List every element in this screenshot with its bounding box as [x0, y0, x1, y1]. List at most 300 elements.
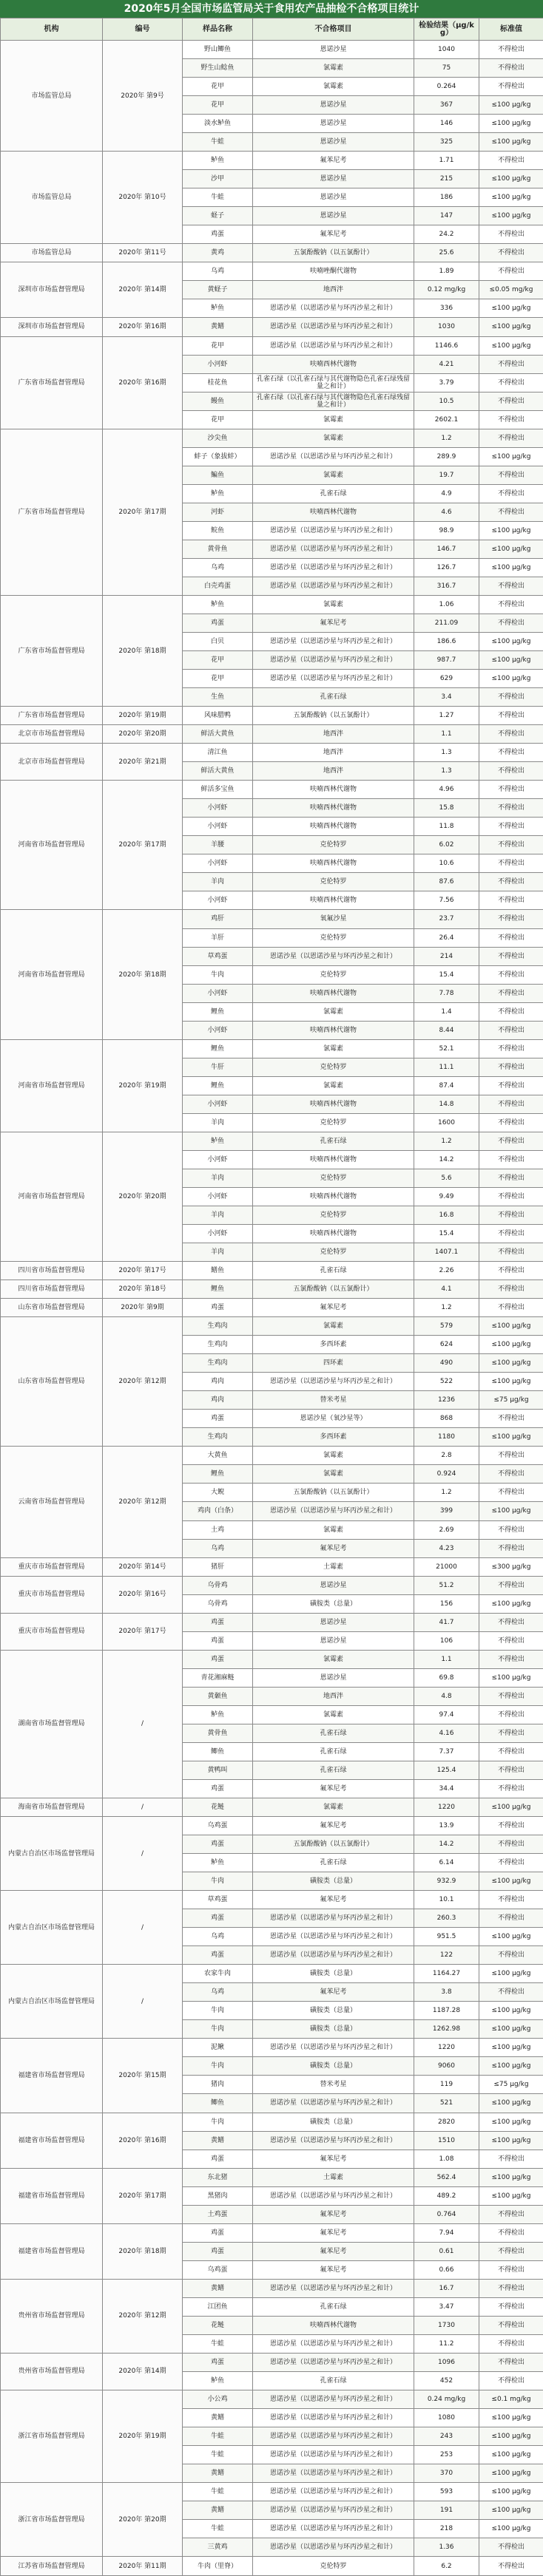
cell-sample: 大鲵: [183, 1484, 253, 1502]
cell-standard: ≤100 μg/kg: [479, 2186, 543, 2205]
cell-result: 0.924: [414, 1465, 479, 1484]
cell-standard: 不得检出: [479, 1280, 543, 1299]
cell-item: 氯霉素: [253, 1465, 414, 1484]
cell-standard: ≤100 μg/kg: [479, 2501, 543, 2520]
cell-result: 522: [414, 1373, 479, 1391]
cell-sample: 鸡蛋: [183, 2353, 253, 2371]
cell-code: 2020年 第10号: [103, 152, 183, 244]
cell-org: 重庆市市场监督管理局: [1, 1613, 103, 1650]
cell-code: 2020年 第19期: [103, 2390, 183, 2482]
cell-standard: 不得检出: [479, 244, 543, 262]
cell-item: 氯霉素: [253, 1798, 414, 1816]
cell-sample: 牛肉（里脊）: [183, 2557, 253, 2576]
cell-org: 广东省市场监督管理局: [1, 595, 103, 706]
cell-standard: ≤100 μg/kg: [479, 2057, 543, 2076]
cell-standard: 不得检出: [479, 355, 543, 373]
cell-item: 孔雀石绿: [253, 2371, 414, 2390]
cell-sample: 白贝: [183, 633, 253, 651]
cell-result: 1236: [414, 1391, 479, 1410]
cell-sample: 鸡肉: [183, 1391, 253, 1410]
cell-sample: 草鸡蛋: [183, 1891, 253, 1909]
cell-result: 215: [414, 170, 479, 188]
cell-sample: 鲈鱼: [183, 1132, 253, 1150]
cell-item: 孔雀石绿（以孔雀石绿与其代谢物隐色孔雀石绿残留量之和计）: [253, 373, 414, 392]
cell-item: 恩诺沙星（以恩诺沙星与环丙沙星之和计）: [253, 540, 414, 558]
cell-org: 云南省市场监督管理局: [1, 1447, 103, 1557]
cell-standard: 不得检出: [479, 818, 543, 836]
cell-item: 五氯酚酸钠（以五氯酚计）: [253, 244, 414, 262]
cell-result: 51.2: [414, 1576, 479, 1594]
cell-standard: ≤100 μg/kg: [479, 2039, 543, 2057]
cell-result: 15.4: [414, 1225, 479, 1243]
cell-standard: 不得检出: [479, 2297, 543, 2316]
cell-result: 452: [414, 2371, 479, 2390]
cell-sample: 鲤鱼: [183, 1280, 253, 1299]
cell-result: 4.21: [414, 355, 479, 373]
cell-item: 呋喃西林代谢物: [253, 854, 414, 873]
table-row: [1, 1576, 543, 1594]
cell-item: 五氯酚酸钠（以五氯酚计）: [253, 707, 414, 725]
cell-sample: 沙尖鱼: [183, 429, 253, 447]
cell-standard: ≤75 μg/kg: [479, 1391, 543, 1410]
cell-result: 2.26: [414, 1262, 479, 1280]
col-header-result: 检验结果（μg/kg）: [414, 18, 479, 41]
cell-result: 1.08: [414, 2150, 479, 2168]
cell-sample: 花鲢: [183, 1798, 253, 1816]
cell-item: 恩诺沙星（以恩诺沙星与环丙沙星之和计）: [253, 2501, 414, 2520]
cell-code: 2020年 第15期: [103, 2039, 183, 2113]
cell-item: 克伦特罗: [253, 928, 414, 947]
cell-result: 87.4: [414, 1076, 479, 1095]
cell-standard: 不得检出: [479, 1520, 543, 1539]
cell-sample: 鸡蛋: [183, 225, 253, 244]
cell-result: 489.2: [414, 2186, 479, 2205]
cell-standard: 不得检出: [479, 984, 543, 1002]
cell-result: 1.3: [414, 762, 479, 781]
cell-sample: 乌骨鸡: [183, 1576, 253, 1594]
cell-item: 氯霉素: [253, 1447, 414, 1465]
cell-standard: 不得检出: [479, 373, 543, 392]
cell-standard: ≤100 μg/kg: [479, 1354, 543, 1373]
cell-item: 土霉素: [253, 1557, 414, 1576]
cell-standard: 不得检出: [479, 1113, 543, 1132]
cell-sample: 黑猪肉: [183, 2186, 253, 2205]
cell-sample: 鸡肝: [183, 910, 253, 928]
cell-standard: 不得检出: [479, 595, 543, 614]
cell-item: 五氯酚酸钠（以五氯酚计）: [253, 1835, 414, 1854]
cell-standard: ≤100 μg/kg: [479, 2464, 543, 2483]
cell-sample: 花甲: [183, 96, 253, 115]
cell-item: 多西环素: [253, 1336, 414, 1354]
cell-item: 恩诺沙星: [253, 1613, 414, 1631]
cell-sample: 乌鸡蛋: [183, 2260, 253, 2279]
cell-result: 1.1: [414, 725, 479, 744]
cell-item: 孔雀石绿: [253, 1854, 414, 1872]
cell-org: 北京市市场监督管理局: [1, 725, 103, 744]
cell-item: 氟苯尼考: [253, 1817, 414, 1835]
cell-item: 氯霉素: [253, 1002, 414, 1021]
table-row: [1, 262, 543, 281]
cell-sample: 小河虾: [183, 1187, 253, 1206]
cell-item: 四环素: [253, 1354, 414, 1373]
cell-code: /: [103, 1798, 183, 1816]
cell-item: 孔雀石绿: [253, 1761, 414, 1779]
cell-result: 1.06: [414, 595, 479, 614]
cell-org: 重庆市市场监督管理局: [1, 1557, 103, 1576]
cell-sample: 大黄鱼: [183, 1447, 253, 1465]
cell-result: 1040: [414, 41, 479, 59]
cell-item: 恩诺沙星（氧沙星等）: [253, 1410, 414, 1428]
cell-standard: 不得检出: [479, 1132, 543, 1150]
cell-result: 34.4: [414, 1779, 479, 1798]
cell-sample: 乌鸡蛋: [183, 1817, 253, 1835]
cell-standard: 不得检出: [479, 1742, 543, 1761]
cell-item: 恩诺沙星（以恩诺沙星与环丙沙星之和计）: [253, 947, 414, 965]
cell-code: 2020年 第12期: [103, 1317, 183, 1447]
cell-sample: 小河虾: [183, 984, 253, 1002]
cell-result: 0.12 mg/kg: [414, 281, 479, 299]
cell-item: 孔雀石绿: [253, 1724, 414, 1742]
cell-standard: ≤100 μg/kg: [479, 1317, 543, 1336]
cell-code: 2020年 第16期: [103, 318, 183, 336]
cell-item: 氯霉素: [253, 1039, 414, 1058]
cell-item: 磺胺类（总量）: [253, 2057, 414, 2076]
cell-result: 1220: [414, 2039, 479, 2057]
cell-result: 106: [414, 1631, 479, 1650]
cell-sample: 河虾: [183, 503, 253, 521]
cell-item: 恩诺沙星（以恩诺沙星与环丙沙星之和计）: [253, 2279, 414, 2297]
cell-item: 恩诺沙星（以恩诺沙星与环丙沙星之和计）: [253, 2427, 414, 2446]
cell-result: 7.56: [414, 891, 479, 910]
cell-standard: 不得检出: [479, 2353, 543, 2371]
cell-sample: 黄鳝: [183, 2279, 253, 2297]
cell-result: 3.4: [414, 688, 479, 707]
cell-sample: 鸡蛋: [183, 1631, 253, 1650]
cell-standard: 不得检出: [479, 1631, 543, 1650]
cell-result: 7.94: [414, 2223, 479, 2242]
cell-item: 克伦特罗: [253, 836, 414, 854]
cell-item: 氟苯尼考: [253, 1299, 414, 1317]
cell-standard: 不得检出: [479, 152, 543, 170]
cell-item: 氟苯尼考: [253, 2223, 414, 2242]
cell-item: 恩诺沙星: [253, 207, 414, 225]
cell-item: 呋喃唑酮代谢物: [253, 262, 414, 281]
cell-standard: 不得检出: [479, 392, 543, 410]
cell-sample: 花甲: [183, 336, 253, 355]
cell-result: 1180: [414, 1428, 479, 1447]
cell-standard: 不得检出: [479, 503, 543, 521]
cell-item: 呋喃西林代谢物: [253, 1150, 414, 1169]
cell-result: 1.27: [414, 707, 479, 725]
cell-standard: 不得检出: [479, 1705, 543, 1724]
cell-result: 9.49: [414, 1187, 479, 1206]
cell-item: 克伦特罗: [253, 965, 414, 984]
cell-item: 恩诺沙星（以恩诺沙星与环丙沙星之和计）: [253, 2409, 414, 2427]
cell-sample: 小河虾: [183, 818, 253, 836]
cell-sample: 鲫鱼: [183, 1742, 253, 1761]
cell-org: 市场监管总局: [1, 152, 103, 244]
cell-org: 海南省市场监督管理局: [1, 1798, 103, 1816]
cell-sample: 花甲: [183, 78, 253, 96]
cell-standard: 不得检出: [479, 1909, 543, 1928]
cell-sample: 东北猪: [183, 2168, 253, 2186]
cell-result: 5.6: [414, 1169, 479, 1187]
cell-result: 399: [414, 1502, 479, 1520]
cell-result: 370: [414, 2464, 479, 2483]
cell-item: 氯霉素: [253, 1705, 414, 1724]
cell-standard: 不得检出: [479, 1299, 543, 1317]
cell-standard: 不得检出: [479, 1761, 543, 1779]
cell-result: 951.5: [414, 1928, 479, 1946]
cell-item: 土霉素: [253, 2168, 414, 2186]
cell-standard: 不得检出: [479, 836, 543, 854]
cell-code: 2020年 第18期: [103, 2223, 183, 2279]
cell-result: 41.7: [414, 1613, 479, 1631]
cell-org: 福建省市场监督管理局: [1, 2223, 103, 2279]
cell-item: 氟苯尼考: [253, 2205, 414, 2223]
table-row: [1, 2113, 543, 2131]
cell-org: 重庆市市场监督管理局: [1, 1576, 103, 1613]
cell-sample: 青花湘麻鲢: [183, 1668, 253, 1687]
cell-sample: 江团鱼: [183, 2297, 253, 2316]
cell-org: 湖南省市场监督管理局: [1, 1650, 103, 1798]
cell-result: 6.14: [414, 1854, 479, 1872]
cell-result: 1.3: [414, 744, 479, 762]
cell-result: 2602.1: [414, 410, 479, 429]
cell-sample: 小河虾: [183, 1095, 253, 1113]
cell-standard: 不得检出: [479, 1076, 543, 1095]
cell-item: 氯霉素: [253, 1076, 414, 1095]
cell-code: 2020年 第20期: [103, 2483, 183, 2557]
table-row: [1, 1262, 543, 1280]
cell-sample: 黄骨鱼: [183, 1724, 253, 1742]
cell-result: 4.9: [414, 484, 479, 503]
cell-standard: 不得检出: [479, 225, 543, 244]
cell-standard: 不得检出: [479, 41, 543, 59]
cell-standard: 不得检出: [479, 1779, 543, 1798]
cell-sample: 淡水鲈鱼: [183, 115, 253, 133]
cell-result: 19.7: [414, 466, 479, 484]
table-row: [1, 1891, 543, 1909]
cell-standard: ≤100 μg/kg: [479, 2520, 543, 2538]
cell-org: 河南省市场监督管理局: [1, 910, 103, 1039]
table-row: [1, 1798, 543, 1816]
cell-result: 14.2: [414, 1150, 479, 1169]
cell-org: 四川省市场监督管理局: [1, 1262, 103, 1280]
cell-item: 恩诺沙星（以恩诺沙星与环丙沙星之和计）: [253, 336, 414, 355]
cell-sample: 牛肉: [183, 2020, 253, 2039]
cell-item: 替米考星: [253, 2076, 414, 2094]
cell-sample: 黄颡鱼: [183, 1687, 253, 1705]
cell-item: 恩诺沙星: [253, 170, 414, 188]
cell-standard: ≤100 μg/kg: [479, 207, 543, 225]
cell-item: 恩诺沙星（以恩诺沙星与环丙沙星之和计）: [253, 2464, 414, 2483]
table-row: [1, 707, 543, 725]
cell-org: 四川省市场监督管理局: [1, 1280, 103, 1299]
cell-standard: 不得检出: [479, 1465, 543, 1484]
cell-item: 恩诺沙星（以恩诺沙星与环丙沙星之和计）: [253, 2538, 414, 2557]
cell-item: 氯霉素: [253, 429, 414, 447]
cell-item: 氧氟沙星: [253, 910, 414, 928]
cell-item: 克伦特罗: [253, 1113, 414, 1132]
cell-standard: 不得检出: [479, 2538, 543, 2557]
cell-code: 2020年 第18期: [103, 595, 183, 706]
cell-item: 氯霉素: [253, 595, 414, 614]
cell-result: 98.9: [414, 521, 479, 540]
cell-standard: 不得检出: [479, 1169, 543, 1187]
cell-sample: 小河虾: [183, 891, 253, 910]
cell-sample: 羊肉: [183, 1113, 253, 1132]
table-row: [1, 2039, 543, 2057]
cell-sample: 白壳鸡蛋: [183, 577, 253, 595]
cell-sample: 鲫鱼: [183, 2094, 253, 2113]
cell-sample: 黄鸡: [183, 244, 253, 262]
cell-result: 3.79: [414, 373, 479, 392]
cell-standard: 不得检出: [479, 484, 543, 503]
cell-sample: 花甲: [183, 410, 253, 429]
cell-sample: 鲜活大黄鱼: [183, 762, 253, 781]
cell-item: 恩诺沙星（以恩诺沙星与环丙沙星之和计）: [253, 577, 414, 595]
cell-result: 1600: [414, 1113, 479, 1132]
cell-standard: ≤100 μg/kg: [479, 447, 543, 466]
cell-standard: 不得检出: [479, 1687, 543, 1705]
cell-result: 122: [414, 1946, 479, 1965]
cell-item: 恩诺沙星（以恩诺沙星与环丙沙星之和计）: [253, 2520, 414, 2538]
cell-sample: 鲩鱼: [183, 521, 253, 540]
cell-result: 1.71: [414, 152, 479, 170]
cell-item: 氟苯尼考: [253, 1779, 414, 1798]
cell-item: 呋喃西林代谢物: [253, 799, 414, 818]
cell-result: 1730: [414, 2316, 479, 2334]
cell-code: 2020年 第18期: [103, 910, 183, 1039]
cell-item: 恩诺沙星（以恩诺沙星与环丙沙星之和计）: [253, 1373, 414, 1391]
cell-result: 1.1: [414, 1650, 479, 1668]
cell-result: 87.6: [414, 873, 479, 891]
cell-org: 广东省市场监督管理局: [1, 336, 103, 429]
cell-item: 恩诺沙星（以恩诺沙星与环丙沙星之和计）: [253, 2039, 414, 2057]
cell-sample: 草鸡蛋: [183, 947, 253, 965]
cell-item: 孔雀石绿: [253, 1262, 414, 1280]
cell-result: 1.2: [414, 1132, 479, 1150]
cell-sample: 鲈鱼: [183, 299, 253, 318]
cell-result: 243: [414, 2427, 479, 2446]
cell-standard: 不得检出: [479, 429, 543, 447]
cell-sample: 生鸡肉: [183, 1336, 253, 1354]
cell-item: 磺胺类（总量）: [253, 1594, 414, 1613]
cell-item: 恩诺沙星（以恩诺沙星与环丙沙星之和计）: [253, 2094, 414, 2113]
cell-item: 克伦特罗: [253, 1169, 414, 1187]
cell-result: 1096: [414, 2353, 479, 2371]
cell-result: 4.16: [414, 1724, 479, 1742]
cell-standard: 不得检出: [479, 2371, 543, 2390]
cell-result: 16.7: [414, 2279, 479, 2297]
cell-result: 4.96: [414, 781, 479, 799]
cell-result: 97.4: [414, 1705, 479, 1724]
cell-result: 987.7: [414, 651, 479, 670]
cell-code: 2020年 第20期: [103, 1132, 183, 1261]
cell-sample: 花甲: [183, 670, 253, 688]
cell-standard: ≤75 μg/kg: [479, 2076, 543, 2094]
cell-org: 江苏省市场监督管理局: [1, 2557, 103, 2576]
cell-result: 289.9: [414, 447, 479, 466]
cell-item: 恩诺沙星（以恩诺沙星与环丙沙星之和计）: [253, 1946, 414, 1965]
cell-org: 河南省市场监督管理局: [1, 1039, 103, 1132]
cell-sample: 生鸡肉: [183, 1354, 253, 1373]
cell-item: 克伦特罗: [253, 1058, 414, 1076]
cell-item: 呋喃西林代谢物: [253, 1021, 414, 1039]
cell-item: 氟苯尼考: [253, 2150, 414, 2168]
cell-sample: 牛肉: [183, 1872, 253, 1891]
cell-standard: 不得检出: [479, 1447, 543, 1465]
cell-org: 浙江省市场监督管理局: [1, 2483, 103, 2557]
cell-result: 0.264: [414, 78, 479, 96]
cell-sample: 鸡蛋: [183, 2223, 253, 2242]
cell-standard: ≤100 μg/kg: [479, 670, 543, 688]
cell-item: 恩诺沙星: [253, 96, 414, 115]
cell-result: 624: [414, 1336, 479, 1354]
cell-item: 氟苯尼考: [253, 2242, 414, 2260]
cell-result: 52.1: [414, 1039, 479, 1058]
cell-standard: ≤100 μg/kg: [479, 2168, 543, 2186]
cell-item: 恩诺沙星（以恩诺沙星与环丙沙星之和计）: [253, 2131, 414, 2150]
cell-sample: 黄骨鱼: [183, 540, 253, 558]
cell-standard: 不得检出: [479, 2242, 543, 2260]
cell-sample: 黄鳝: [183, 2409, 253, 2427]
cell-result: 1146.6: [414, 336, 479, 355]
cell-sample: 乌骨鸡: [183, 1594, 253, 1613]
cell-sample: 鸡肉: [183, 1373, 253, 1391]
col-header-item: 不合格项目: [253, 18, 414, 41]
cell-result: 11.1: [414, 1058, 479, 1076]
col-header-code: 编号: [103, 18, 183, 41]
cell-item: 呋喃西林代谢物: [253, 2316, 414, 2334]
cell-item: 氯霉素: [253, 78, 414, 96]
cell-standard: 不得检出: [479, 965, 543, 984]
cell-sample: 鲈鱼: [183, 152, 253, 170]
cell-item: 恩诺沙星（以恩诺沙星与环丙沙星之和计）: [253, 2446, 414, 2464]
cell-item: 氟苯尼考: [253, 2260, 414, 2279]
cell-sample: 鲈鱼: [183, 1854, 253, 1872]
cell-standard: ≤100 μg/kg: [479, 2483, 543, 2501]
cell-item: 恩诺沙星: [253, 1631, 414, 1650]
cell-org: 浙江省市场监督管理局: [1, 2390, 103, 2482]
cell-sample: 羊肉: [183, 1169, 253, 1187]
cell-sample: 桂花鱼: [183, 373, 253, 392]
cell-item: 恩诺沙星（以恩诺沙星与环丙沙星之和计）: [253, 1928, 414, 1946]
cell-standard: 不得检出: [479, 744, 543, 762]
cell-standard: 不得检出: [479, 891, 543, 910]
cell-org: 内蒙古自治区市场监督管理局: [1, 1817, 103, 1891]
table-row: [1, 1299, 543, 1317]
cell-sample: 猪肝: [183, 1557, 253, 1576]
cell-standard: 不得检出: [479, 410, 543, 429]
cell-sample: 羊肝: [183, 928, 253, 947]
cell-item: 恩诺沙星（以恩诺沙星与环丙沙星之和计）: [253, 651, 414, 670]
cell-standard: ≤100 μg/kg: [479, 1965, 543, 1983]
cell-standard: ≤100 μg/kg: [479, 318, 543, 336]
cell-standard: 不得检出: [479, 78, 543, 96]
cell-result: 13.9: [414, 1817, 479, 1835]
cell-standard: 不得检出: [479, 1817, 543, 1835]
cell-result: 11.8: [414, 818, 479, 836]
cell-sample: 风味腊鸭: [183, 707, 253, 725]
cell-item: 恩诺沙星: [253, 1576, 414, 1594]
table-row: [1, 1317, 543, 1336]
cell-item: 地西泮: [253, 281, 414, 299]
cell-item: 克伦特罗: [253, 2557, 414, 2576]
cell-sample: 羊肉: [183, 1206, 253, 1224]
cell-standard: ≤100 μg/kg: [479, 1928, 543, 1946]
